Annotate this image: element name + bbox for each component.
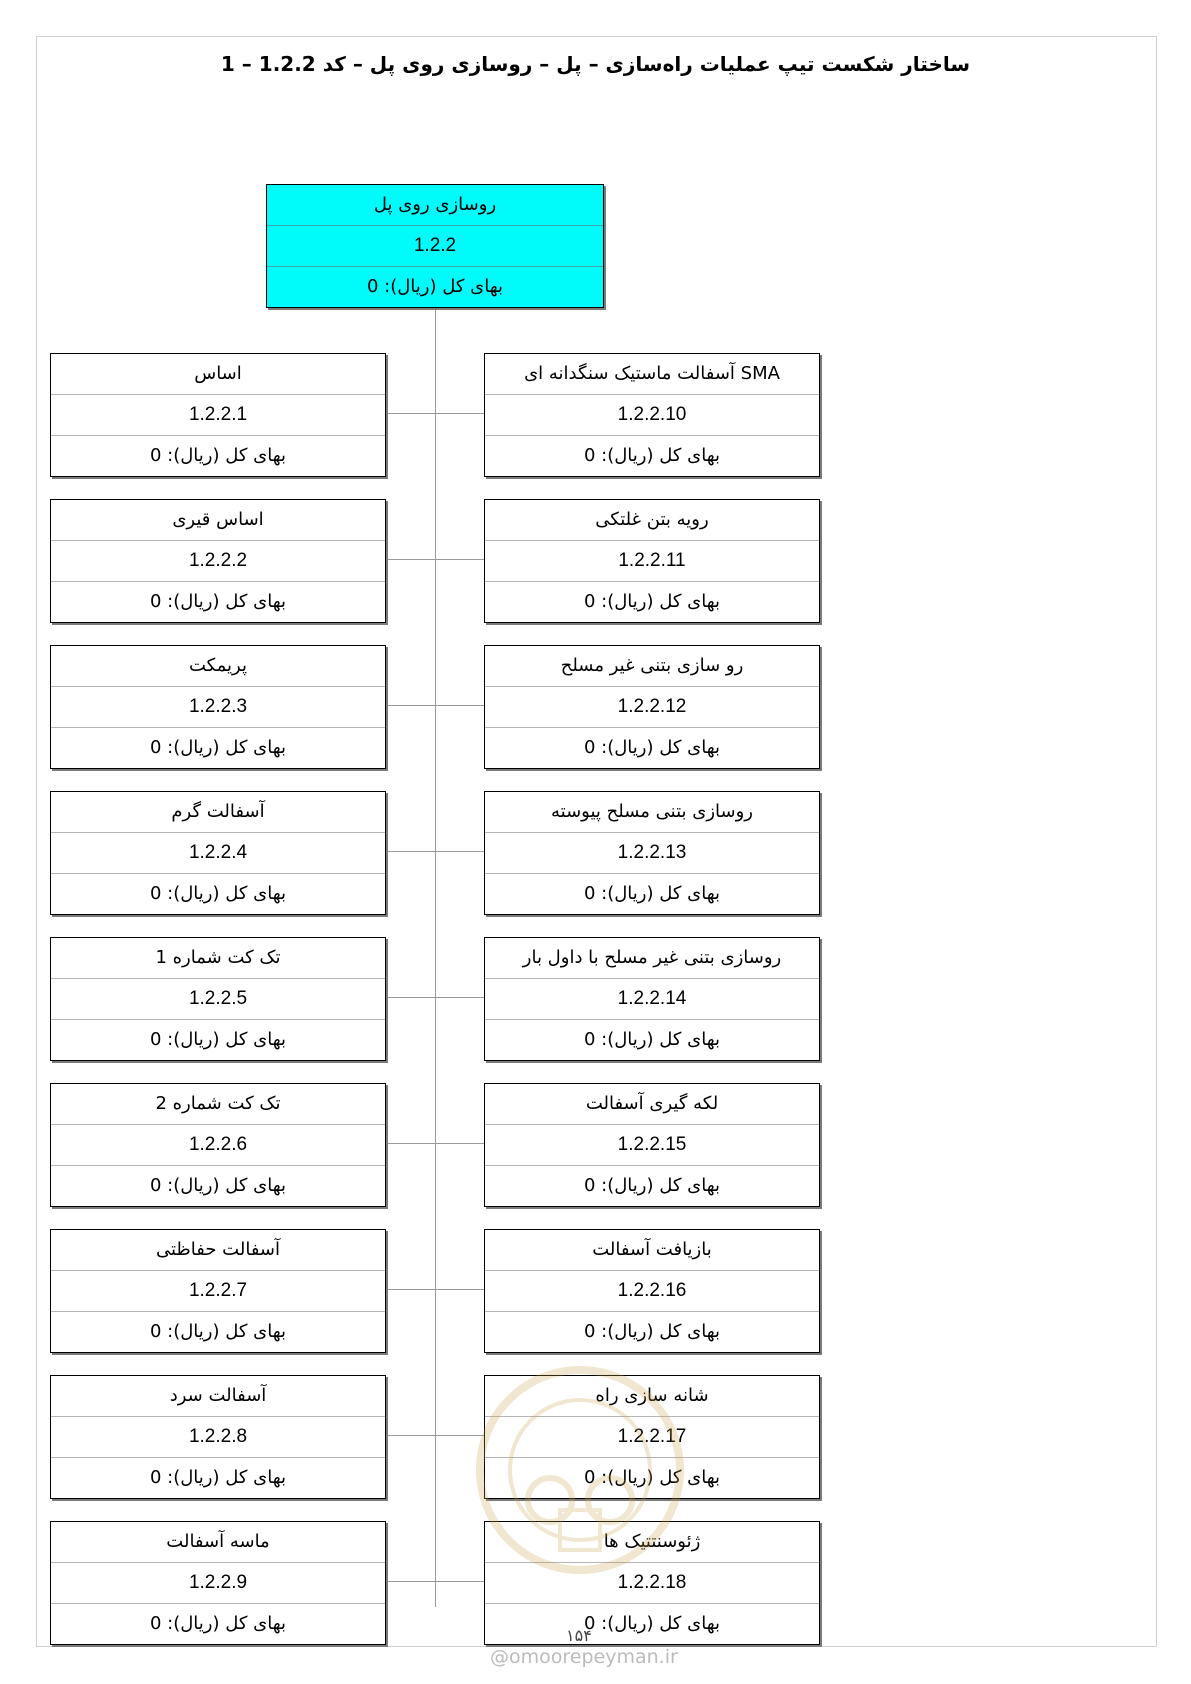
node-price: بهای کل (ریال): 0 (149, 1029, 287, 1050)
node-name: اساس (51, 354, 385, 395)
wbs-node (50, 791, 386, 915)
wbs-node (50, 1083, 386, 1207)
node-price: بهای کل (ریال): 0 (583, 1321, 721, 1342)
wbs-node (484, 645, 820, 769)
node-code: 1.2.2.13 (485, 833, 819, 874)
node-price: بهای کل (ریال): 0 (149, 1321, 287, 1342)
wbs-node (50, 499, 386, 623)
wbs-node (50, 1375, 386, 1499)
node-code: 1.2.2.3 (51, 687, 385, 728)
wbs-node (484, 499, 820, 623)
footer-url: @omoorepeyman.ir (490, 1646, 678, 1668)
node-name: رویه بتن غلتکی (485, 500, 819, 541)
connector-line (435, 705, 484, 706)
wbs-node (484, 1521, 820, 1645)
node-name: ژئوسنتتیک ها (485, 1522, 819, 1563)
connector-line (386, 705, 435, 706)
node-price: بهای کل (ریال): 0 (149, 883, 287, 904)
node-code: 1.2.2 (267, 226, 603, 267)
connector-line (386, 1143, 435, 1144)
node-name: آسفالت گرم (51, 792, 385, 833)
node-name: روسازی بتنی مسلح پیوسته (485, 792, 819, 833)
node-price: بهای کل (ریال): 0 (583, 1175, 721, 1196)
wbs-node (50, 1229, 386, 1353)
node-name: آسفالت سرد (51, 1376, 385, 1417)
node-code: 1.2.2.11 (485, 541, 819, 582)
wbs-node (484, 1229, 820, 1353)
node-price: بهای کل (ریال): 0 (583, 591, 721, 612)
connector-line (435, 1289, 484, 1290)
connector-line (386, 1581, 435, 1582)
wbs-node (50, 353, 386, 477)
node-price: بهای کل (ریال): 0 (583, 883, 721, 904)
node-name: پریمکت (51, 646, 385, 687)
connector-line (386, 851, 435, 852)
connector-line (386, 559, 435, 560)
root-node (266, 184, 604, 308)
node-price: بهای کل (ریال): 0 (583, 1613, 721, 1634)
connector-line (386, 1435, 435, 1436)
wbs-node (484, 791, 820, 915)
page-number: ۱۵۴ (566, 1626, 592, 1645)
node-code: 1.2.2.8 (51, 1417, 385, 1458)
wbs-node (484, 937, 820, 1061)
node-code: 1.2.2.18 (485, 1563, 819, 1604)
wbs-node (50, 937, 386, 1061)
node-code: 1.2.2.15 (485, 1125, 819, 1166)
node-code: 1.2.2.9 (51, 1563, 385, 1604)
node-code: 1.2.2.17 (485, 1417, 819, 1458)
connector-line (435, 1143, 484, 1144)
node-name: لکه گیری آسفالت (485, 1084, 819, 1125)
node-price: بهای کل (ریال): 0 (149, 737, 287, 758)
node-code: 1.2.2.14 (485, 979, 819, 1020)
connector-line (435, 1581, 484, 1582)
node-price: بهای کل (ریال): 0 (583, 737, 721, 758)
node-name: شانه سازی راه (485, 1376, 819, 1417)
node-price: بهای کل (ریال): 0 (149, 1467, 287, 1488)
connector-line (435, 1435, 484, 1436)
node-code: 1.2.2.5 (51, 979, 385, 1020)
connector-line (386, 413, 435, 414)
wbs-node (484, 353, 820, 477)
node-price: بهای کل (ریال): 0 (149, 591, 287, 612)
node-price: بهای کل (ریال): 0 (366, 276, 504, 297)
node-code: 1.2.2.4 (51, 833, 385, 874)
node-name: اساس قیری (51, 500, 385, 541)
node-price: بهای کل (ریال): 0 (583, 1467, 721, 1488)
node-code: 1.2.2.2 (51, 541, 385, 582)
node-code: 1.2.2.16 (485, 1271, 819, 1312)
node-name: تک کت شماره 2 (51, 1084, 385, 1125)
node-code: 1.2.2.1 (51, 395, 385, 436)
node-name: رو سازی بتنی غیر مسلح (485, 646, 819, 687)
connector-line (435, 413, 484, 414)
wbs-node (484, 1083, 820, 1207)
connector-line (435, 559, 484, 560)
node-price: بهای کل (ریال): 0 (583, 445, 721, 466)
wbs-node (50, 645, 386, 769)
node-name: تک کت شماره 1 (51, 938, 385, 979)
node-code: 1.2.2.10 (485, 395, 819, 436)
node-name: آسفالت حفاظتی (51, 1230, 385, 1271)
node-name: بازیافت آسفالت (485, 1230, 819, 1271)
wbs-node (50, 1521, 386, 1645)
connector-line (435, 997, 484, 998)
node-name: SMA آسفالت ماستیک سنگدانه ای (485, 354, 819, 395)
node-price: بهای کل (ریال): 0 (149, 445, 287, 466)
node-price: بهای کل (ریال): 0 (149, 1613, 287, 1634)
connector-line (386, 997, 435, 998)
page-title: ساختار شکست تیپ عملیات راه‌سازی – پل – روسازی روی پل – کد 1.2.2 – 1 (220, 52, 971, 76)
node-name: ماسه آسفالت (51, 1522, 385, 1563)
connector-line (435, 851, 484, 852)
trunk-line (435, 305, 436, 1607)
node-name: روسازی روی پل (267, 185, 603, 226)
node-code: 1.2.2.6 (51, 1125, 385, 1166)
connector-line (386, 1289, 435, 1290)
wbs-node (484, 1375, 820, 1499)
node-code: 1.2.2.7 (51, 1271, 385, 1312)
node-price: بهای کل (ریال): 0 (583, 1029, 721, 1050)
node-price: بهای کل (ریال): 0 (149, 1175, 287, 1196)
node-name: روسازی بتنی غیر مسلح با داول بار (485, 938, 819, 979)
node-code: 1.2.2.12 (485, 687, 819, 728)
